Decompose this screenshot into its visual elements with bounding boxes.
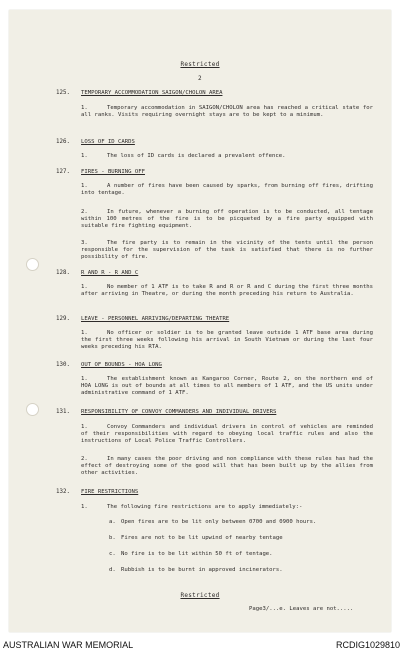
paragraph-text: No officer or soldier is to be granted leave outside 1 ATF base area during the first three weeks following his arrival in South Vietnam or during the last four weeks preceding his RTA.	[81, 330, 373, 351]
paragraph	[81, 284, 373, 298]
paragraph	[81, 456, 373, 478]
document-sheet	[9, 10, 391, 632]
section-number: 125.	[56, 90, 70, 96]
paragraph-number: 1.	[81, 284, 88, 290]
list-item-text: Rubbish is to be burnt in approved incinerators.	[121, 567, 283, 573]
paragraph-number: 1.	[81, 376, 88, 382]
list-item-label: c.	[109, 551, 116, 557]
paragraph-number: 2.	[81, 456, 88, 462]
paragraph-number: 1.	[81, 105, 88, 111]
section-number: 129.	[56, 316, 70, 322]
paragraph-number: 3.	[81, 240, 88, 246]
section-title: RESPONSIBILITY OF CONVOY COMMANDERS AND INDIVIDUAL DRIVERS	[81, 409, 277, 415]
paragraph	[81, 504, 373, 511]
list-item	[109, 535, 369, 542]
paragraph-text: The following fire restrictions are to apply immediately:-	[107, 504, 303, 510]
paragraph-text: The establishment known as Kangaroo Corner, Route 2, on the northern end of HOA LONG is out of bounds at all times to all members of 1 ATF, and the US units under administrative command of 1 ATF.	[81, 376, 373, 397]
paragraph-text: Convoy Commanders and individual drivers in control of vehicles are reminded of their responsibilities with regard to obeying local traffic rules and also the instructions of Local Police Traffic Controllers.	[81, 424, 373, 445]
list-item	[109, 551, 369, 558]
archive-caption-bar	[0, 636, 404, 653]
section-title: LOSS OF ID CARDS	[81, 139, 135, 145]
paragraph	[81, 209, 373, 231]
list-item-text: Fires are not to be lit upwind of nearby tentage	[121, 535, 283, 541]
paragraph-text: The loss of ID cards is declared a prevalent offence.	[107, 153, 286, 159]
paragraph	[81, 105, 373, 119]
classification-top: Restricted	[180, 61, 220, 68]
paragraph-text: Temporary accommodation in SAIGON/CHOLON area has reached a critical state for all ranks. Visits requiring overnight stays are to be kept to a minimum.	[81, 105, 373, 119]
section-title: OUT OF BOUNDS - HOA LONG	[81, 362, 162, 368]
list-item	[109, 519, 369, 526]
paragraph	[81, 240, 373, 262]
section-title: LEAVE - PERSONNEL ARRIVING/DEPARTING THEATRE	[81, 316, 230, 322]
paragraph-number: 1.	[81, 153, 88, 159]
paragraph-text: In many cases the poor driving and non compliance with these rules has had the effect of destroying some of the good will that has been built up by the allies from other activities.	[81, 456, 373, 477]
paragraph	[81, 376, 373, 398]
paragraph-number: 1.	[81, 183, 88, 189]
section-title: TEMPORARY ACCOMMODATION SAIGON/CHOLON AREA	[81, 90, 223, 96]
archive-reference: RCDIG1029810	[335, 640, 400, 650]
paragraph	[81, 183, 373, 197]
paragraph-number: 2.	[81, 209, 88, 215]
archive-institution: AUSTRALIAN WAR MEMORIAL	[3, 640, 134, 650]
list-item-label: b.	[109, 535, 116, 541]
section-number: 130.	[56, 362, 70, 368]
continuation-note: Page3/...e. Leaves are not.....	[249, 606, 354, 612]
list-item-label: a.	[109, 519, 116, 525]
paragraph	[81, 330, 373, 352]
paragraph-number: 1.	[81, 504, 88, 510]
classification-bottom: Restricted	[180, 592, 220, 599]
section-number: 127.	[56, 169, 70, 175]
list-item-text: Open fires are to be lit only between 0700 and 0900 hours.	[121, 519, 317, 525]
section-title: FIRE RESTRICTIONS	[81, 489, 139, 495]
paragraph-number: 1.	[81, 330, 88, 336]
list-item-label: d.	[109, 567, 116, 573]
section-number: 126.	[56, 139, 70, 145]
paragraph-text: A number of fires have been caused by sparks, from burning off fires, drifting into tentage.	[81, 183, 373, 197]
document-body	[9, 10, 391, 632]
page-number: 2	[198, 75, 202, 82]
paragraph-text: No member of 1 ATF is to take R and R or R and C during the first three months after arriving in Theatre, or during the month preceding his return to Australia.	[81, 284, 373, 298]
paragraph-number: 1.	[81, 424, 88, 430]
list-item-text: No fire is to be lit within 50 ft of tentage.	[121, 551, 273, 557]
section-title: R AND R - R AND C	[81, 270, 139, 276]
paragraph	[81, 424, 373, 446]
paragraph-text: The fire party is to remain in the vicinity of the tents until the person responsible for the supervision of the task is satisfied that there is no further possibility of fire.	[81, 240, 373, 261]
section-number: 128.	[56, 270, 70, 276]
list-item	[109, 567, 369, 574]
section-number: 131.	[56, 409, 70, 415]
paragraph	[81, 153, 373, 160]
section-number: 132.	[56, 489, 70, 495]
section-title: FIRES - BURNING OFF	[81, 169, 145, 175]
paragraph-text: In future, whenever a burning off operation is to be conducted, all tentage within 100 metres of the fire is to be picqueted by a fire party equipped with suitable fire fighting equipment.	[81, 209, 373, 230]
